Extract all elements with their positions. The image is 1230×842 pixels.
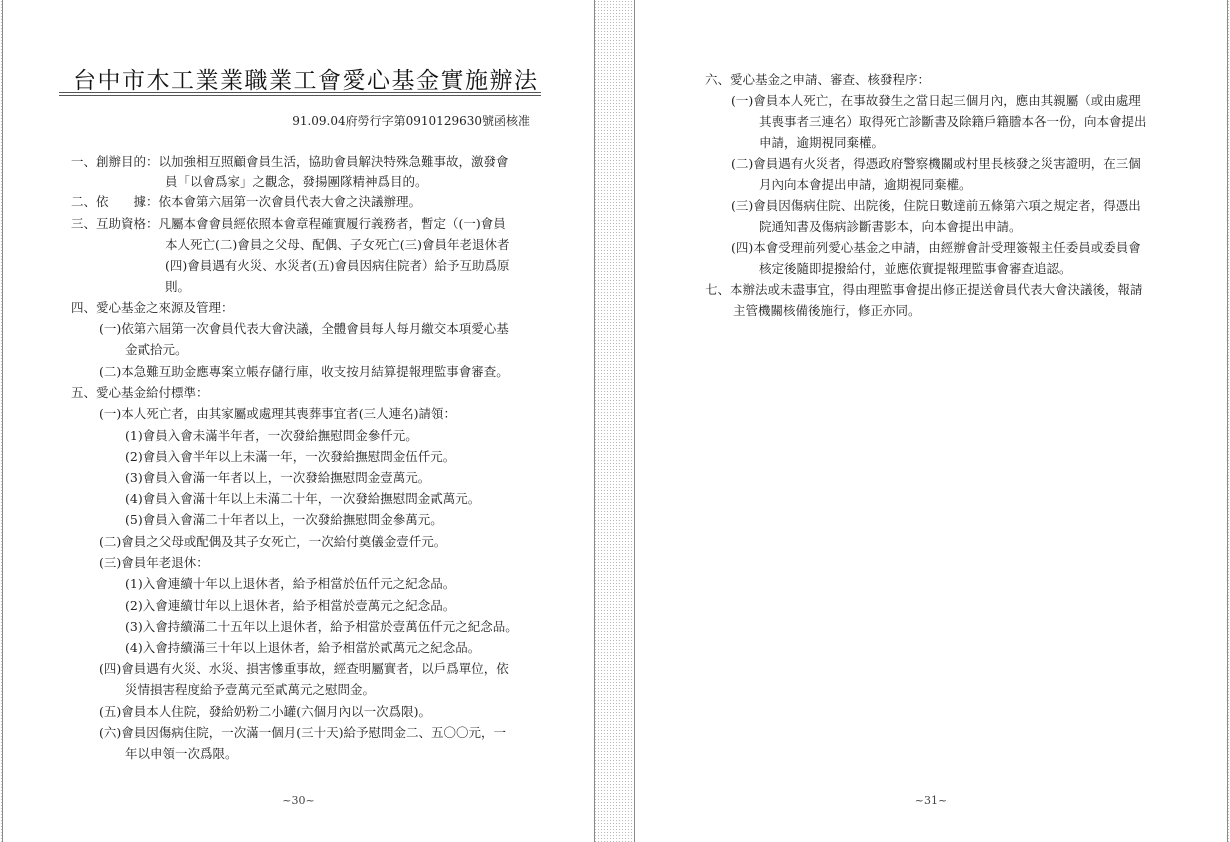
article-5-item-3-sub-4: (4)入會持續滿三十年以上退休者，給予相當於貳萬元之紀念品。 (125, 640, 481, 655)
article-6-item-1-line-1: (一)會員本人死亡，在事故發生之當日起三個月內，應由其親屬（或由處理 (731, 93, 1141, 108)
approval-note: 91.09.04府勞行字第0910129630號函核准 (292, 114, 530, 128)
article-7-line-2: 主管機關核備後施行，修正亦同。 (733, 303, 921, 318)
article-6-item-1-line-2: 其喪事者三連名）取得死亡診斷書及除籍戶籍謄本各一份，向本會提出 (759, 114, 1147, 129)
article-4-item-1-line-2: 金貳拾元。 (125, 342, 188, 357)
document-page-right (634, 0, 1228, 842)
article-6-item-4-line-1: (四)本會受理前列愛心基金之申請，由經辦會計受理簽報主任委員或委員會 (731, 240, 1141, 255)
article-6-item-2-line-1: (二)會員遇有火災者，得憑政府警察機關或村里長核發之災害證明，在三個 (731, 156, 1141, 171)
article-5-item-1-sub-2: (2)會員入會半年以上未滿一年，一次發給撫慰問金伍仟元。 (125, 449, 456, 464)
article-6-item-2-line-2: 月內向本會提出申請，逾期視同棄權。 (759, 177, 972, 192)
article-5-heading: 五、愛心基金給付標準： (71, 385, 209, 400)
article-5-item-1-sub-3: (3)會員入會滿一年者以上，一次發給撫慰問金壹萬元。 (125, 470, 431, 485)
article-6-heading: 六、愛心基金之申請、審查、核發程序： (705, 72, 931, 87)
document-page-left (2, 0, 595, 842)
article-3-line-2: 本人死亡(二)會員之父母、配偶、子女死亡(三)會員年老退休者 (165, 237, 510, 252)
article-5-item-1-sub-5: (5)會員入會滿二十年者以上，一次發給撫慰問金參萬元。 (125, 512, 443, 527)
article-6-item-3-line-1: (三)會員因傷病住院、出院後，住院日數達前五條第六項之規定者，得憑出 (731, 198, 1141, 213)
article-3-line-4: 則。 (165, 279, 191, 294)
article-4-item-2: (二)本急難互助金應專案立帳存儲行庫，收支按月結算提報理監事會審查。 (99, 364, 509, 379)
title-rule-top (59, 92, 541, 93)
article-6-item-3-line-2: 院通知書及傷病診斷書影本，向本會提出申請。 (759, 219, 1022, 234)
article-5-item-6-line-2: 年以申領一次爲限。 (125, 746, 238, 761)
article-5-item-3: (三)會員年老退休： (99, 555, 209, 570)
article-5-item-1-sub-1: (1)會員入會未滿半年者，一次發給撫慰問金參仟元。 (125, 428, 418, 443)
article-4-item-1-line-1: (一)依第六屆第一次會員代表大會決議，全體會員每人每月繳交本項愛心基 (99, 321, 509, 336)
article-6-item-1-line-3: 申請，逾期視同棄權。 (759, 135, 885, 150)
page-number: ~31~ (914, 794, 948, 807)
article-5-item-1: (一)本人死亡者，由其家屬或處理其喪葬事宜者(三人連名)請領： (99, 406, 457, 421)
article-3-line-1: 三、互助資格：凡屬本會會員經依照本會章程確實履行義務者，暫定（(一)會員 (71, 216, 506, 231)
article-5-item-3-sub-3: (3)入會持續滿二十五年以上退休者，給予相當於壹萬伍仟元之紀念品。 (125, 619, 518, 634)
article-1-line-2: 員「以會爲家」之觀念，發揚團隊精神爲目的。 (165, 174, 428, 189)
article-5-item-4-line-2: 災情損害程度給予壹萬元至貳萬元之慰問金。 (125, 682, 376, 697)
page-number: ~30~ (282, 794, 315, 807)
article-7-line-1: 七、本辦法或未盡事宜，得由理監事會提出修正提送會員代表大會決議後，報請 (705, 282, 1143, 297)
article-5-item-2: (二)會員之父母或配偶及其子女死亡，一次給付奠儀金壹仟元。 (99, 534, 447, 549)
article-1-line-1: 一、創辦目的：以加強相互照顧會員生活，協助會員解決特殊急難事故，激發會 (71, 154, 509, 169)
title-rule-bottom (59, 95, 541, 96)
article-2-line-1: 二、依 據：依本會第六屆第一次會員代表大會之決議辦理。 (71, 194, 422, 209)
article-5-item-6-line-1: (六)會員因傷病住院，一次滿一個月(三十天)給予慰問金二、五〇〇元，一 (99, 725, 507, 740)
article-5-item-4-line-1: (四)會員遇有火災、水災、損害慘重事故，經查明屬實者，以戶爲單位，依 (99, 661, 509, 676)
article-3-line-3: (四)會員遇有火災、水災者(五)會員因病住院者）給予互助爲原 (165, 258, 510, 273)
article-5-item-3-sub-1: (1)入會連續十年以上退休者，給予相當於伍仟元之紀念品。 (125, 576, 456, 591)
article-6-item-4-line-2: 核定後隨即提撥給付，並應依實提報理監事會審查追認。 (759, 261, 1072, 276)
article-5-item-1-sub-4: (4)會員入會滿十年以上未滿二十年，一次發給撫慰問金貳萬元。 (125, 491, 481, 506)
article-4-heading: 四、愛心基金之來源及管理： (71, 300, 234, 315)
article-5-item-3-sub-2: (2)入會連續廿年以上退休者，給予相當於壹萬元之紀念品。 (125, 598, 456, 613)
article-5-item-5: (五)會員本人住院，發給奶粉二小罐(六個月內以一次爲限)。 (99, 704, 432, 719)
document-title: 台中市木工業業職業工會愛心基金實施辦法 (73, 68, 539, 94)
